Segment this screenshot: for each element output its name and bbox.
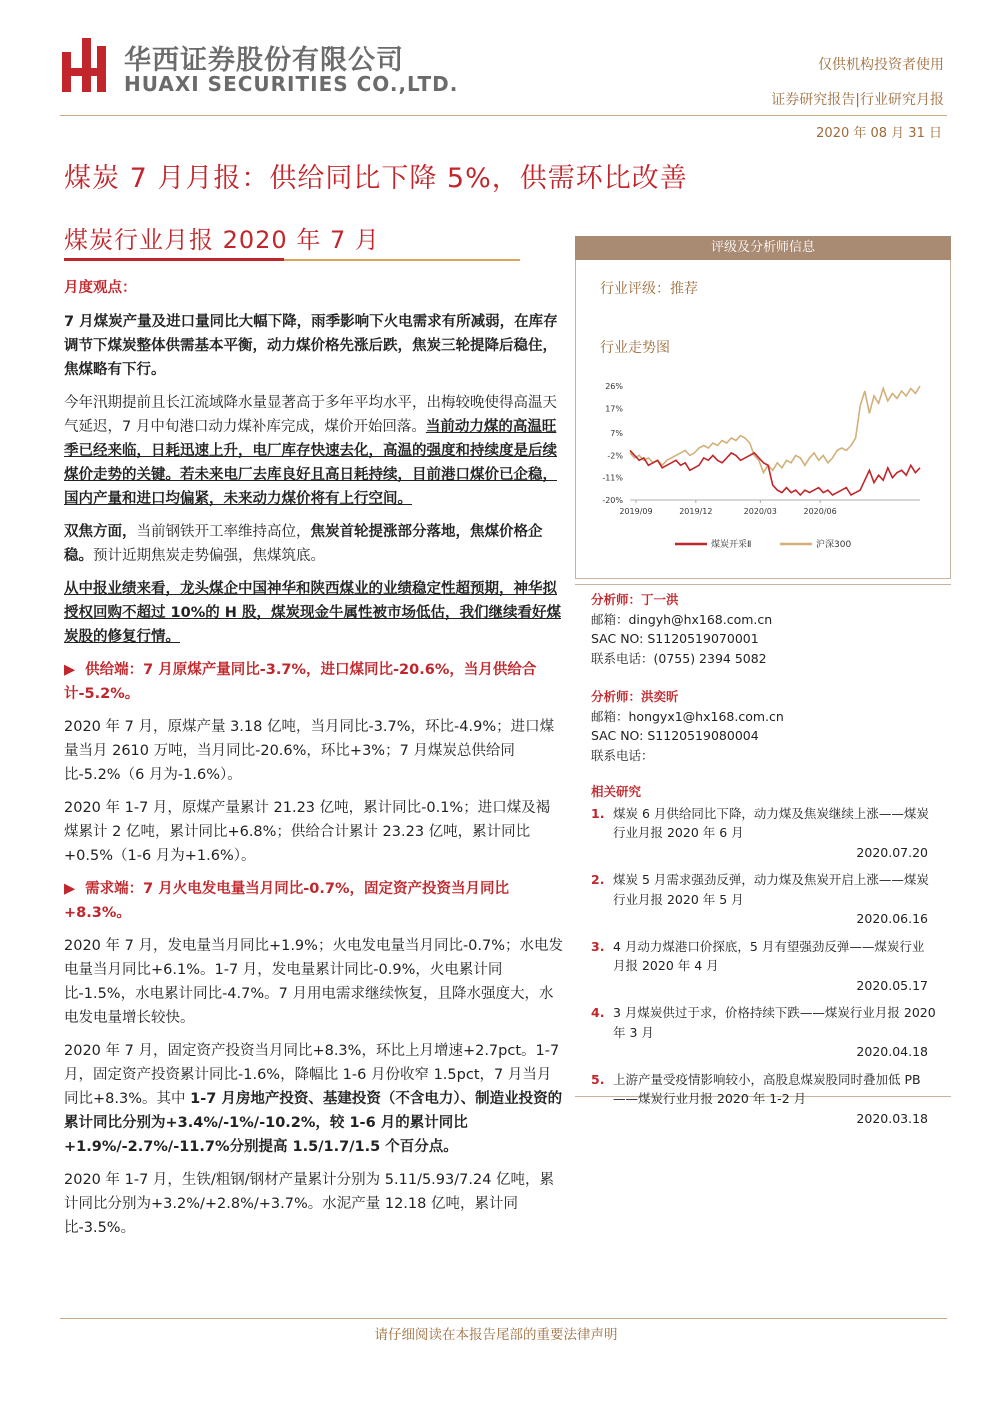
related-report-title: 煤炭 5 月需求强劲反弹，动力煤及焦炭开启上涨——煤炭行业月报 2020 年 5 月 [613,872,929,907]
investment-emphasis: 1-7 月房地产投资、基建投资（不含电力）、制造业投资的累计同比分别为+3.4%/-1%/-10.2%，较 1-6 月的累计同比+1.9%/-2.7%/-11.7%分别提高 1.5/1.7/1.5 个百分点。 [64,1091,563,1155]
analyst-phone: 联系电话：(0755) 2394 5082 [591,650,767,666]
analyst-divider [575,584,951,585]
demand-heading [64,877,564,925]
thermal-coal-text: 今年汛期提前且长江流域降水量显著高于多年平均水平，出梅较晚使得高温天气延迟，7 月中旬港口动力煤补库完成，煤价开始回落。 [64,395,557,435]
coking-paragraph [64,520,564,568]
analyst-card-2 [591,687,784,765]
demand-paragraph-2 [64,1039,564,1159]
coking-text-1: 当前钢铁开工率维持高位， [136,524,311,540]
related-report-title: 4 月动力煤港口价探底，5 月有望强劲反弹——煤炭行业月报 2020 年 4 月 [613,938,925,973]
triangle-bullet-icon: ▶ [64,881,76,897]
related-report-date: 2020.03.18 [856,1110,928,1126]
related-report-item[interactable] [591,1070,936,1109]
report-type: 证券研究报告|行业研究月报 [771,92,944,108]
legal-footer: 请仔细阅读在本报告尾部的重要法律声明 [374,1327,618,1343]
y-tick-label: 7% [610,429,623,439]
page-subtitle: 煤炭行业月报 2020 年 7 月 [64,226,380,254]
analyst-phone: 联系电话： [591,747,654,763]
header-divider [60,115,947,116]
thermal-coal-paragraph [64,391,564,511]
demand-heading-text: 需求端：7 月火电发电量当月同比-0.7%，固定资产投资当月同比+8.3%。 [64,881,510,921]
y-tick-label: -11% [602,473,623,483]
analyst-sac: SAC NO: S1120519080004 [591,728,759,743]
related-report-number: 5. [591,1071,605,1087]
industry-rating: 行业评级：推荐 [600,281,698,297]
subtitle-underline-gold [284,259,520,261]
series-line [630,386,920,473]
x-tick-label: 2019/12 [679,507,713,516]
supply-paragraph-1: 2020 年 7 月，原煤产量 3.18 亿吨，当月同比-3.7%，环比-4.9%；进口煤量当月 2610 万吨，当月同比-20.6%，环比+3%；7 月煤炭总供给同比-5.2%（6 月为-1.6%）。 [64,719,555,783]
page-title: 煤炭 7 月月报：供给同比下降 5%，供需环比改善 [64,163,688,194]
subtitle-underline-red [64,258,284,261]
related-report-date: 2020.07.20 [856,844,928,860]
rating-box-header: 评级及分析师信息 [575,236,951,260]
related-report-date: 2020.04.18 [856,1044,928,1059]
demand-paragraph-3: 2020 年 1-7 月，生铁/粗钢/钢材产量累计分别为 5.11/5.93/7.24 亿吨，累计同比分别为+3.2%/+2.8%/+3.7%。水泥产量 12.18 亿吨，累计同比-3.5%。 [64,1172,555,1236]
report-date: 2020 年 08 月 31 日 [816,126,942,141]
related-report-number: 3. [591,938,605,954]
related-report-item[interactable] [591,804,936,843]
earnings-paragraph: 从中报业绩来看，龙头煤企中国神华和陕西煤业的业绩稳定性超预期，神华拟授权回购不超过 10%的 H 股，煤炭现金牛属性被市场低估，我们继续看好煤炭股的修复行情。 [64,581,561,645]
main-content [64,276,564,1249]
footer-divider [60,1318,947,1319]
related-report-date: 2020.05.17 [856,977,928,993]
related-report-title: 上游产量受疫情影响较小，高股息煤炭股同时叠加低 PB——煤炭行业月报 2020 年 1-2 月 [613,1071,921,1106]
company-name-cn: 华西证券股份有限公司 [124,45,404,76]
related-report-item[interactable] [591,1003,936,1042]
y-tick-label: 26% [605,382,623,391]
related-report-title: 煤炭 6 月供给同比下降，动力煤及焦炭继续上涨——煤炭行业月报 2020 年 6 月 [613,805,929,840]
y-tick-label: -2% [607,451,623,461]
related-header: 相关研究 [591,784,642,799]
demand-paragraph-1: 2020 年 7 月，发电量当月同比+1.9%；火电发电量当月同比-0.7%；水电发电量当月同比+6.1%。1-7 月，发电量累计同比-0.9%，火电累计同比-1.5%，水电累计同比-4.7%。7 月用电需求继续恢复，且降水强度大，水电发电量增长较快。 [64,938,564,1026]
x-tick-label: 2019/09 [619,507,653,516]
related-report-number: 4. [591,1005,605,1020]
audience-note: 仅供机构投资者使用 [818,57,944,73]
legend-label: 煤炭开采Ⅱ [711,540,752,550]
x-tick-label: 2020/06 [803,507,837,516]
supply-heading-text: 供给端：7 月原煤产量同比-3.7%，进口煤同比-20.6%，当月供给合计-5.2%。 [64,662,537,702]
supply-paragraph-2: 2020 年 1-7 月，原煤产量累计 21.23 亿吨，累计同比-0.1%；进口煤及褐煤累计 2 亿吨，累计同比+6.8%；供给合计累计 23.23 亿吨，累计同比+0.5%（1-6 月为+1.6%）。 [64,800,551,864]
analyst-name: 分析师：丁一洪 [591,592,679,607]
coking-lead: 双焦方面， [64,524,137,540]
related-research [591,782,936,1136]
investment-text: 2020 年 7 月，固定资产投资当月同比+8.3%，环比上月增速+2.7pct。1-7 月，固定资产投资累计同比-1.6%，降幅比 1-6 月份收窄 1.5pct，7 月当月同比+8.3%。其中 [64,1043,560,1107]
coking-text-2: 预计近期焦炭走势偏强，焦煤筑底。 [93,548,325,564]
section-label-monthly-view: 月度观点： [64,280,137,296]
thermal-coal-emphasis: 当前动力煤的高温旺季已经来临，日耗迅速上升，电厂库存快速去化，高温的强度和持续度是后续煤价走势的关键。若未来电厂去库良好且高日耗持续，目前港口煤价已企稳，国内产量和进口均偏紧，未来动力煤价将有上行空间。 [64,419,557,507]
y-tick-label: -20% [602,496,623,505]
related-report-number: 1. [591,805,605,821]
company-name-en: HUAXI SECURITIES CO.,LTD. [124,72,459,96]
coking-emphasis: 焦炭首轮提涨部分落地，焦煤价格企稳。 [64,524,543,564]
analyst-email[interactable]: 邮箱：dingyh@hx168.com.cn [591,611,773,627]
analyst-name: 分析师：洪奕昕 [591,689,679,704]
related-report-number: 2. [591,872,605,887]
related-report-title: 3 月煤炭供过于求，价格持续下跌——煤炭行业月报 2020 年 3 月 [613,1005,936,1040]
industry-trend-chart [590,372,940,562]
analyst-sac: SAC NO: S1120519070001 [591,631,759,646]
analyst-card-1 [591,590,772,668]
y-tick-label: 17% [605,404,623,414]
related-report-item[interactable] [591,870,936,909]
legend-label: 沪深300 [816,540,852,550]
analyst-email[interactable]: 邮箱：hongyx1@hx168.com.cn [591,708,784,724]
x-tick-label: 2020/03 [743,507,777,516]
related-report-date: 2020.06.16 [856,911,928,926]
supply-heading [64,658,564,706]
related-report-item[interactable] [591,937,936,976]
trend-chart-label: 行业走势图 [600,340,670,356]
summary-paragraph: 7 月煤炭产量及进口量同比大幅下降，雨季影响下火电需求有所减弱，在库存调节下煤炭整体供需基本平衡，动力煤价格先涨后跌，焦炭三轮提降后稳住，焦煤略有下行。 [64,314,558,378]
triangle-bullet-icon: ▶ [64,662,76,678]
company-logo-icon [62,38,106,92]
